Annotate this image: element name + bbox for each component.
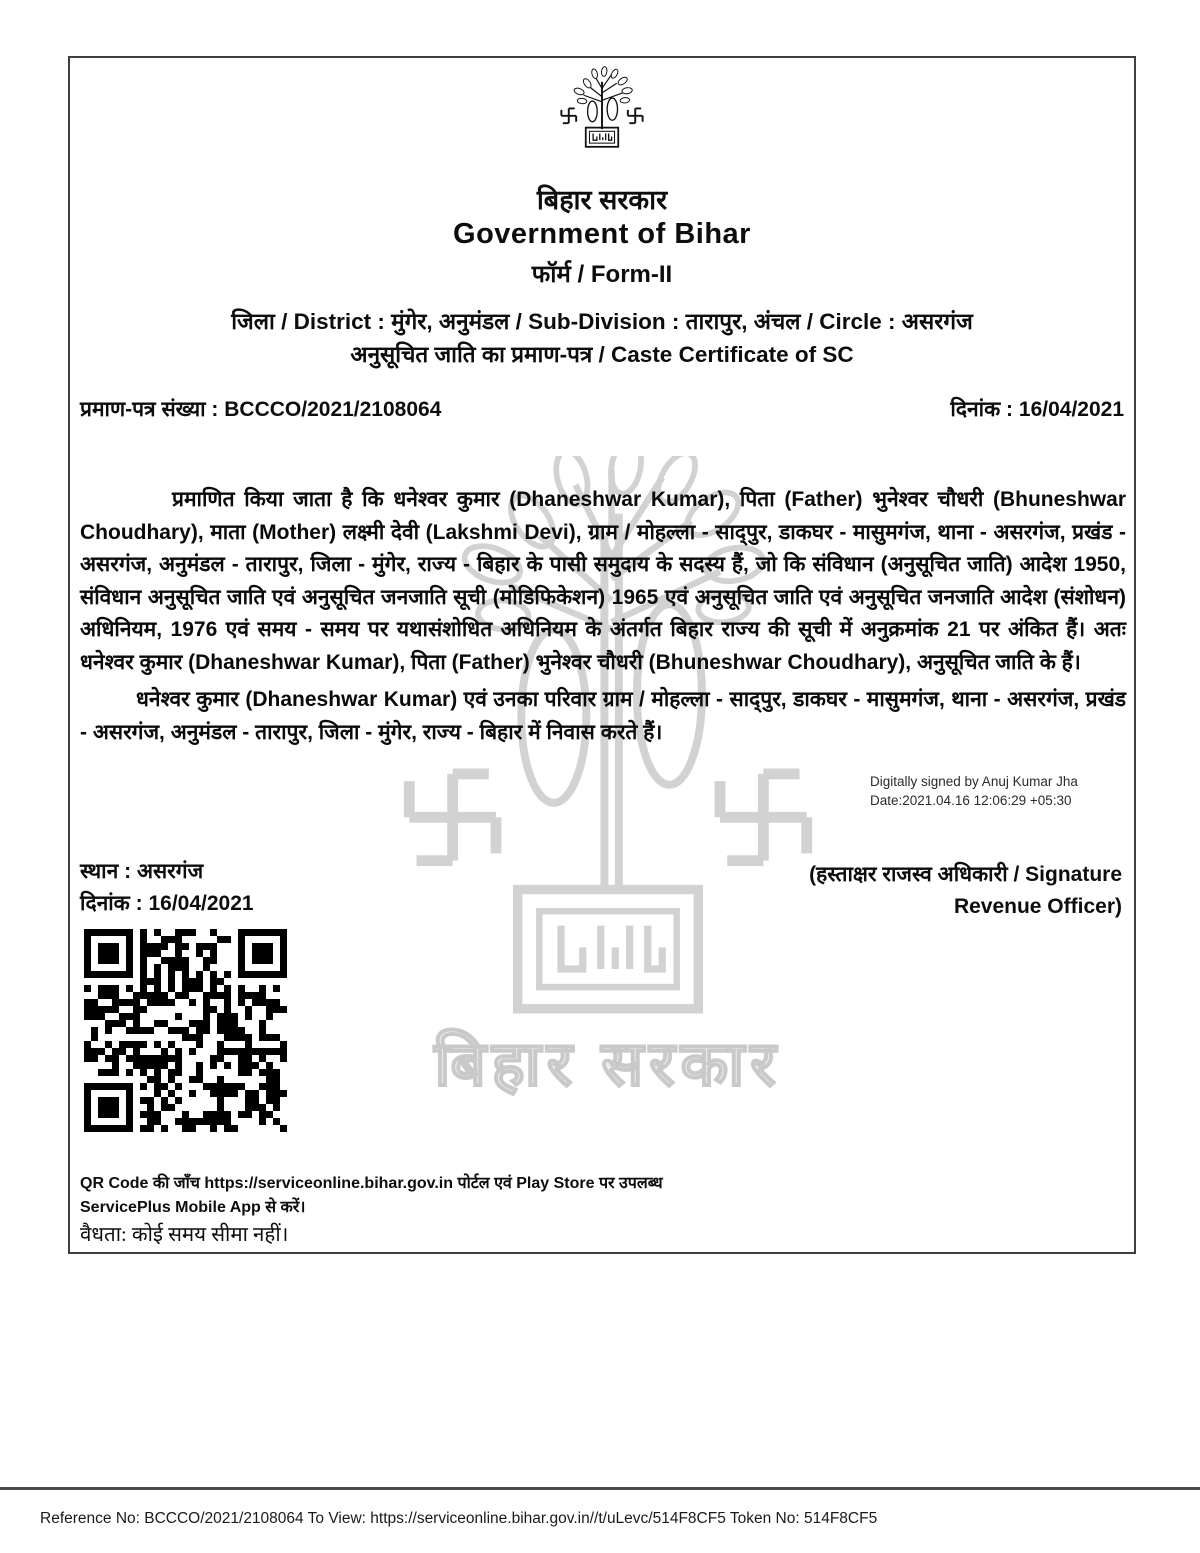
org-name-english: Government of Bihar: [453, 218, 751, 250]
certificate-date: [950, 395, 1124, 423]
certificate-border-box: [68, 56, 1136, 1254]
district-subdivision-circle-line: जिला / District : मुंगेर, अनुमंडल / Sub-Division : तारापुर, अंचल / Circle : असरगंज: [231, 309, 973, 334]
place-label: स्थान :: [80, 860, 132, 883]
place-line: [80, 857, 203, 885]
certificate-body-paragraph-1: प्रमाणित किया जाता है कि धनेश्वर कुमार (Dhaneshwar Kumar), पिता (Father) भुनेश्वर चौधरी (Bhuneshwar Choudhary), माता (Mother) लक्ष्मी देवी (Lakshmi Devi), ग्राम / मोहल्ला - साद्पुर, डाकघर - मासुमगंज, थाना - असरगंज, प्रखंड - असरगंज, अनुमंडल - तारापुर, जिला - मुंगेर, राज्य - बिहार के पासी समुदाय के सदस्य हैं, जो कि संविधान (अनुसूचित जाति) आदेश 1950, संविधान अनुसूचित जाति एवं अनुसूचित जनजाति सूची (मोडिफिकेशन) 1965 एवं अनुसूचित जाति एवं अनुसूचित जनजाति आदेश (संशोधन) अधिनियम, 1976 एवं समय - समय पर यथासंशोधित अधिनियम के अंतर्गत बिहार राज्य की सूची में अनुक्रमांक 21 पर अंकित हैं। अतः धनेश्वर कुमार (Dhaneshwar Kumar), पिता (Father) भुनेश्वर चौधरी (Bhuneshwar Choudhary), अनुसूचित जाति के हैं।: [80, 488, 1126, 674]
certificate-title-line: अनुसूचित जाति का प्रमाण-पत्र / Caste Certificate of SC: [350, 342, 854, 367]
certificate-content: [70, 58, 1134, 1252]
certificate-number: [80, 395, 441, 423]
certificate-number-value: BCCCO/2021/2108064: [224, 398, 442, 421]
issue-date-line: [80, 889, 254, 917]
certificate-meta-row: [80, 395, 1124, 423]
qr-verification-note: QR Code की जाँच https://serviceonline.bihar.gov.in पोर्टल एवं Play Store पर उपलब्ध ServicePlus Mobile App से करें।: [80, 1175, 663, 1216]
org-name-hindi: बिहार सरकार: [536, 185, 668, 215]
place-value: असरगंज: [136, 860, 204, 883]
validity-note: वैधता: कोई समय सीमा नहीं।: [80, 1224, 289, 1246]
certificate-body-paragraph-2: धनेश्वर कुमार (Dhaneshwar Kumar) एवं उनका परिवार ग्राम / मोहल्ला - साद्पुर, डाकघर - मासुमगंज, थाना - असरगंज, प्रखंड - असरगंज, अनुमंडल - तारापुर, जिला - मुंगेर, राज्य - बिहार में निवास करते हैं।: [80, 688, 1126, 744]
watermark-text: बिहार सरकार: [434, 1030, 782, 1099]
qr-code-image: [81, 926, 293, 1138]
certificate-number-label: प्रमाण-पत्र संख्या :: [80, 398, 219, 421]
footer-divider-line: [0, 1487, 1200, 1490]
issue-date-label: दिनांक :: [80, 892, 143, 915]
form-number: फॉर्म / Form-II: [531, 261, 673, 288]
bihar-government-emblem-icon: [554, 66, 650, 156]
issue-date-value: 16/04/2021: [148, 892, 254, 915]
qr-code: [81, 926, 293, 1138]
officer-signature-line2: Revenue Officer): [953, 895, 1122, 918]
revenue-officer-signature-label: [809, 859, 1122, 923]
reference-token-line: Reference No: BCCCO/2021/2108064 To View: https://serviceonline.bihar.gov.in//t/uLevc/514F8CF5 Token No: 514F8CF5: [40, 1510, 878, 1527]
digital-signature-line1: Digitally signed by Anuj Kumar Jha: [870, 774, 1078, 789]
officer-signature-line1: (हस्ताक्षर राजस्व अधिकारी / Signature: [809, 863, 1122, 886]
certificate-date-value: 16/04/2021: [1018, 398, 1124, 421]
digital-signature-line2: Date:2021.04.16 12:06:29 +05:30: [870, 793, 1072, 808]
certificate-date-label: दिनांक :: [950, 398, 1014, 421]
digital-signature-block: [870, 772, 1078, 810]
